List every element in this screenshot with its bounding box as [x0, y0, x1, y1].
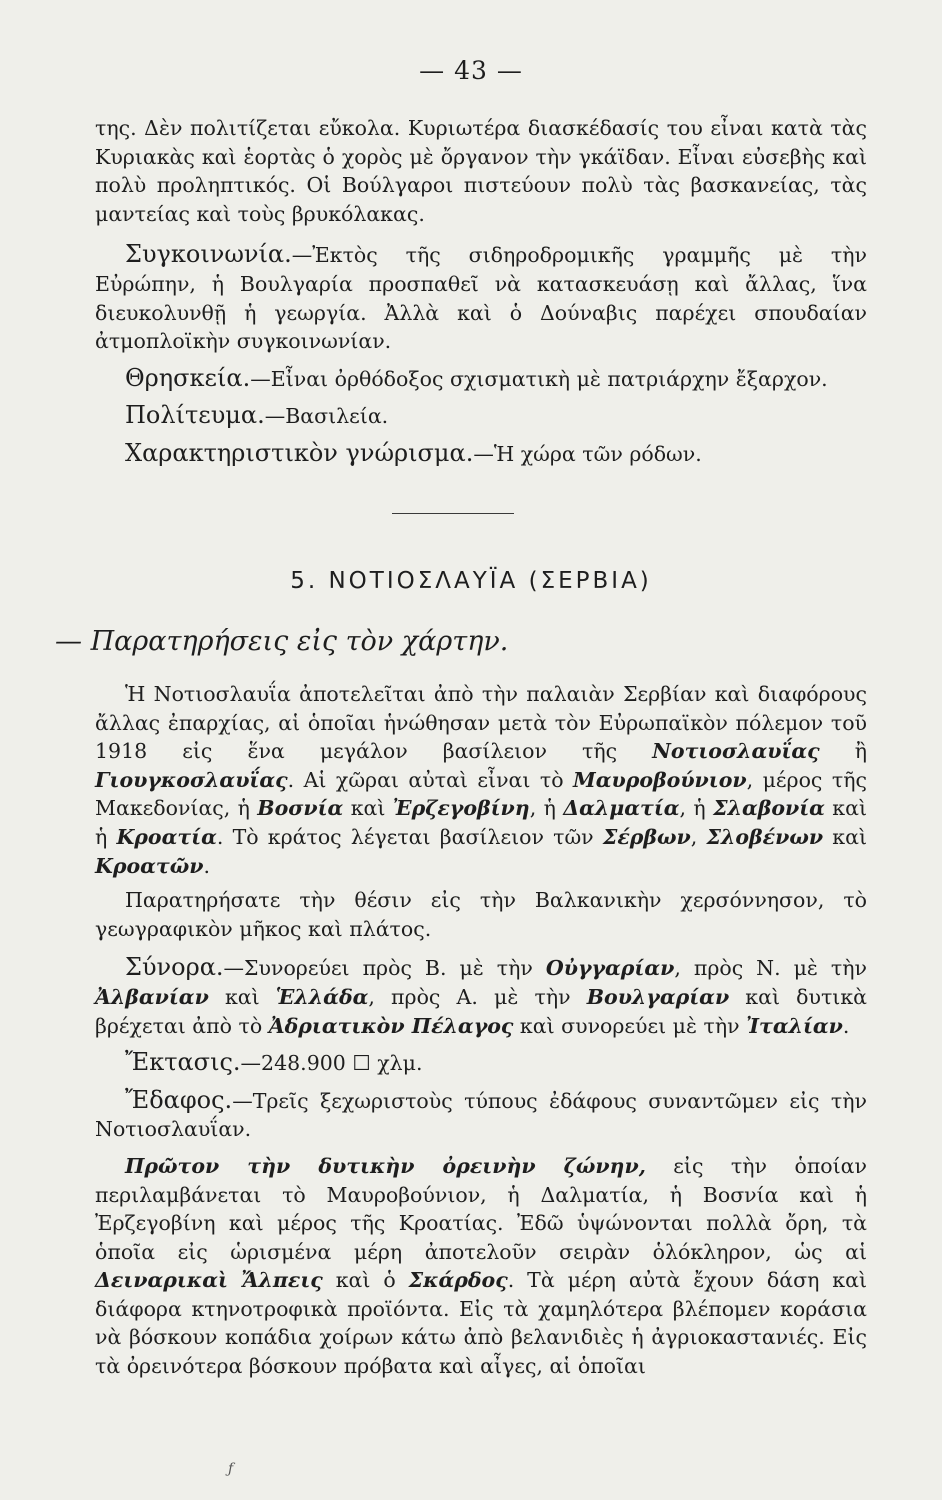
emph-name: Ἰταλίαν	[746, 1013, 843, 1038]
emph-name: Δαλματία	[563, 796, 680, 821]
text-run: Ἡ Νοτιοσλαυΐα ἀποτελεῖται ἀπὸ τὴν παλαιὰν Σερβίαν καὶ διαφόρους ἄλλας ἐπαρχίας, αἱ ὁποῖαι ἡνώθησαν μετὰ τὸν Εὐρωπαϊκὸν πόλεμον τοῦ 1918 εἰς ἕνα μεγάλον βασίλειον τῆς	[95, 682, 867, 764]
text-government: —Βασιλεία.	[264, 404, 389, 429]
text-communication: —Ἐκτὸς τῆς σιδηροδρομικῆς γραμμῆς μὲ τὴν Εὐρώπην, ἡ Βουλγαρία προσπαθεῖ νὰ κατασκευάσῃ καὶ ἄλλας, ἵνα διευκολυνθῇ ἡ γεωργία. Ἀλλὰ καὶ ὁ Δούναβις παρέχει σπουδαίαν ἀτμοπλοϊκὴν συγκοινωνίαν.	[95, 243, 867, 354]
paragraph-borders	[95, 953, 867, 1040]
text-terrain: —Τρεῖς ξεχωριστοὺς τύπους ἐδάφους συναντῶμεν εἰς τὴν Νοτιοσλαυΐαν.	[95, 1088, 867, 1142]
page-number: — 43 —	[419, 56, 523, 85]
paragraph-religion	[95, 364, 867, 394]
text-run: καὶ συνορεύει μὲ τὴν	[513, 1013, 747, 1038]
text-run: . Αἱ χῶραι αὐταὶ εἶναι τὸ	[287, 767, 574, 792]
text-run: καὶ	[208, 984, 276, 1009]
emph-name: Μαυροβούνιον	[573, 767, 747, 792]
emph-name: Βοσνία	[257, 796, 344, 821]
text-run: .	[203, 853, 210, 878]
emph-name: Σκάρδος	[408, 1268, 508, 1293]
emph-zone-heading: Πρῶτον τὴν δυτικὴν ὀρεινὴν ζώνην,	[125, 1153, 646, 1178]
heading-religion: Θρησκεία.	[125, 363, 251, 392]
text-run: , πρὸς Ν. μὲ τὴν	[674, 956, 867, 981]
emph-name: Γιουγκοσλαυΐας	[95, 767, 288, 792]
text-run: , μέρος τῆς Μακεδονίας, ἡ	[95, 767, 867, 821]
text-run: . Τὸ κράτος λέγεται βασίλειον τῶν	[216, 824, 603, 849]
paragraph-composition	[95, 680, 867, 880]
paragraph-characteristic	[95, 439, 867, 469]
heading-borders: Σύνορα.	[125, 953, 224, 982]
text-run: . Τὰ μέρη αὐτὰ ἔχουν δάση καὶ διάφορα κτηνοτροφικὰ προϊόντα. Εἰς τὰ χαμηλότερα βλέπομεν κοράσια νὰ βόσκουν κοπάδια χοίρων κάτω ἀπὸ βελανιδιὲς ἡ ἀγριοκαστανιές. Εἰς τὰ ὀρεινότερα βόσκουν πρόβατα καὶ αἶγες, αἱ ὁποῖαι	[95, 1268, 867, 1379]
text-run: καὶ	[343, 796, 393, 821]
text-run: , πρὸς Α. μὲ τὴν	[368, 984, 587, 1009]
paragraph-position: Παρατηρήσατε τὴν θέσιν εἰς τὴν Βαλκανικὴν χερσόννησον, τὸ γεωγραφικὸν μῆκος καὶ πλάτος.	[95, 888, 867, 941]
emph-name: Δειναρικαὶ Ἄλπεις	[95, 1268, 323, 1293]
emph-name: Ἑλλάδα	[275, 984, 369, 1009]
paragraph-character: της. Δὲν πολιτίζεται εὔκολα. Κυριωτέρα διασκέδασίς του εἶναι κατὰ τὰς Κυριακὰς καὶ ἑορτὰς ὁ χορὸς μὲ ὄργανον τὴν γκάϊδαν. Εἶναι εὐσεβὴς καὶ πολὺ προληπτικός. Οἱ Βούλγαροι πιστεύουν πολὺ τὰς βασκανείας, τὰς μαντείας καὶ τοὺς βρυκόλακας.	[95, 116, 867, 226]
emph-name: Οὐγγαρίαν	[545, 956, 675, 981]
text-run: καὶ ἡ	[95, 796, 867, 849]
text-religion: —Εἶναι ὀρθόδοξος σχισματικὴ μὲ πατριάρχην ἔξαρχον.	[250, 366, 828, 391]
emph-name: Ἐρζεγοβίνη	[392, 796, 530, 821]
upper-text-block	[95, 114, 867, 469]
emph-name: Βουλγαρίαν	[586, 984, 730, 1009]
paragraph-western-zone	[95, 1152, 867, 1381]
emph-name: Κροατῶν	[95, 853, 204, 878]
text-run: ,	[690, 824, 707, 849]
paragraph-terrain	[95, 1086, 867, 1144]
margin-mark: ƒ	[228, 1461, 234, 1477]
emph-name: Ἀλβανίαν	[95, 984, 209, 1009]
heading-terrain: Ἔδαφος.	[125, 1085, 233, 1114]
section-title: 5. ΝΟΤΙΟΣΛΑΥΪΑ (ΣΕΡΒΙΑ)	[290, 568, 652, 594]
text-run: , ἡ	[679, 796, 714, 821]
emph-name: Σέρβων	[602, 824, 691, 849]
heading-communication: Συγκοινωνία.	[125, 240, 292, 269]
heading-government: Πολίτευμα.	[125, 401, 265, 430]
text-run: —Συνορεύει πρὸς Β. μὲ τὴν	[223, 956, 546, 981]
text-characteristic: —Ἡ χώρα τῶν ρόδων.	[473, 441, 702, 466]
emph-name: Ἀδριατικὸν Πέλαγος	[268, 1013, 514, 1038]
text-run: εἰς τὴν ὁποίαν περιλαμβάνεται τὸ Μαυροβούνιον, ἡ Δαλματία, ἡ Βοσνία καὶ ἡ Ἐρζεγοβίνη καὶ μέρος τῆς Κροατίας. Ἐδῶ ὑψώνονται πολλὰ ὄρη, τὰ ὁποῖα εἰς ὡρισμένα μέρη ἀποτελοῦν σειρὰν ὁλόκληρον, ὡς αἱ	[95, 1153, 867, 1264]
text-run: ἢ	[819, 739, 867, 764]
text-run: καὶ δυτικὰ βρέχεται ἀπὸ τὸ	[95, 984, 867, 1038]
paragraph-government	[95, 401, 867, 431]
text-run: καὶ	[823, 824, 867, 849]
heading-area: Ἔκτασις.	[125, 1048, 241, 1077]
emph-name: Σλοβένων	[706, 824, 824, 849]
text-area: —248.900 ☐ χλμ.	[240, 1051, 423, 1076]
emph-name: Νοτιοσλαυΐας	[652, 739, 820, 764]
paragraph-communication	[95, 240, 867, 355]
section-subtitle: — Παρατηρήσεις εἰς τὸν χάρτην.	[55, 626, 509, 657]
paragraph-area	[95, 1048, 867, 1078]
text-run: καὶ ὁ	[322, 1268, 409, 1293]
emph-name: Κροατία	[116, 824, 217, 849]
lower-text-block	[95, 680, 867, 1381]
text-run: .	[842, 1013, 850, 1038]
text-run: , ἡ	[529, 796, 564, 821]
emph-name: Σλαβονία	[713, 796, 825, 821]
section-divider	[392, 513, 514, 514]
heading-characteristic: Χαρακτηριστικὸν γνώρισμα.	[125, 438, 474, 467]
